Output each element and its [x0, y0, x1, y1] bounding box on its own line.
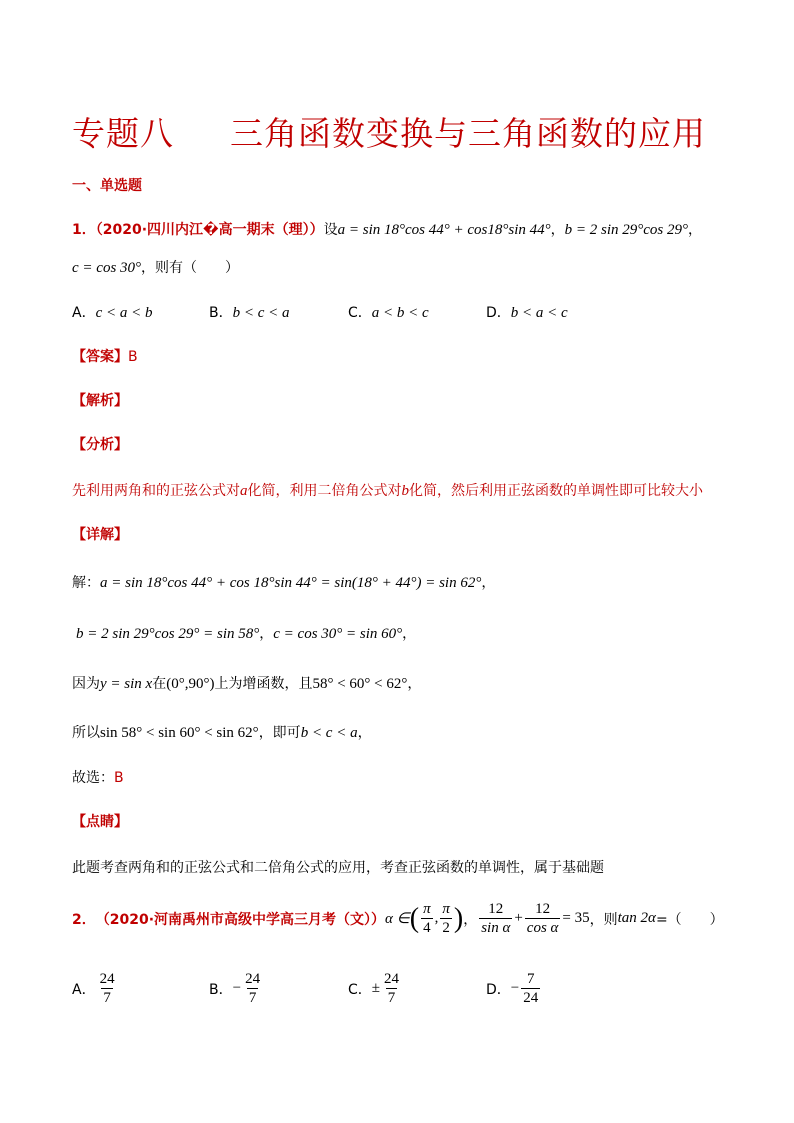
- option-frac: [98, 970, 117, 1007]
- q2-option-d[interactable]: [486, 970, 542, 1007]
- option-frac: [382, 970, 401, 1007]
- option-frac: [243, 970, 262, 1007]
- q2-frac-pi-2: [440, 900, 452, 937]
- option-label: D．: [486, 305, 511, 321]
- q2-alpha-in: α ∈: [385, 911, 410, 927]
- q2-ask: ，则: [589, 911, 618, 928]
- option-frac: [521, 970, 540, 1007]
- q2-ask: =（ ）: [655, 911, 724, 928]
- answer-tag: 【答案】: [72, 349, 128, 365]
- detail-expr: c = cos 30° = sin 60°: [273, 626, 403, 642]
- q1-stem: [72, 219, 702, 239]
- option-label: A．: [72, 305, 96, 321]
- title-topic: 专题八: [72, 114, 174, 153]
- q2-stem: [72, 900, 724, 937]
- answer-value: B: [128, 349, 138, 365]
- option-label: C．: [348, 981, 372, 998]
- q1-number: 1．: [72, 222, 96, 238]
- q2-source: （2020·河南禹州市高级中学高三月考（文））: [95, 911, 386, 928]
- detail-text: 因为: [72, 676, 100, 692]
- frac-num: 7: [527, 971, 535, 987]
- comment-tag: 【点睛】: [72, 814, 128, 830]
- option-text: b < c < a: [232, 305, 290, 321]
- q1-option-c[interactable]: [348, 302, 429, 322]
- q2-option-b[interactable]: [209, 970, 264, 1007]
- q1-option-b[interactable]: [209, 302, 290, 322]
- option-label: D．: [486, 981, 511, 998]
- title-subject: 三角函数变换与三角函数的应用: [230, 114, 706, 153]
- detail-text: 所以: [72, 725, 100, 741]
- option-label: C．: [348, 305, 372, 321]
- option-text: a < b < c: [371, 305, 429, 321]
- frac-num: π: [442, 901, 450, 917]
- detail-line-1: [72, 572, 495, 592]
- q2-plus: +: [514, 910, 523, 926]
- comment-text: 此题考查两角和的正弦公式和二倍角公式的应用，考查正弦函数的单调性，属于基础题: [72, 860, 604, 876]
- q2-paren-open: (: [409, 902, 420, 934]
- detail-text: 解：: [72, 575, 100, 591]
- fenxi-part: 化简，利用二倍角公式对: [247, 483, 402, 499]
- frac-den: 24: [523, 990, 539, 1006]
- option-label: B．: [209, 981, 233, 998]
- detail-text: ，: [481, 575, 496, 591]
- q1-answer: [72, 346, 138, 366]
- fenxi-var: a: [240, 483, 248, 499]
- option-text: b < a < c: [510, 305, 568, 321]
- q1-option-a[interactable]: [72, 302, 152, 322]
- frac-den: sin α: [481, 920, 511, 936]
- q2-paren-close: ): [453, 902, 464, 934]
- detail-expr: (0°,90°): [166, 676, 215, 692]
- q1-expr-a: a = sin 18°cos 44° + cos18°sin 44°: [337, 222, 551, 238]
- choose-text: 故选：: [72, 770, 114, 786]
- frac-den: 7: [248, 990, 257, 1006]
- detail-expr: a = sin 18°cos 44° + cos 18°sin 44° = sin(18° + 44°) = sin 62°: [100, 575, 482, 591]
- detail-text: ，: [407, 676, 422, 692]
- section-heading: 一、单选题: [72, 178, 142, 194]
- frac-num: π: [423, 901, 431, 917]
- frac-den: 7: [387, 990, 396, 1006]
- option-sign: −: [232, 980, 242, 996]
- option-sign: −: [510, 980, 520, 996]
- q1-source: （2020·四川内江�高一期末（理））: [95, 222, 324, 238]
- choose-line: [72, 767, 124, 787]
- q2-number: 2．: [72, 911, 96, 928]
- q2-eq: = 35: [562, 910, 590, 926]
- q1-ask: ，则有（ ）: [141, 260, 240, 276]
- q1-sep: ，: [688, 222, 702, 238]
- q1-stem-line2: [72, 257, 239, 277]
- detail-expr: b = 2 sin 29°cos 29° = sin 58°: [76, 626, 260, 642]
- frac-den: 2: [442, 920, 450, 936]
- detail-tag: 【详解】: [72, 527, 128, 543]
- q1-stem-text: 设: [323, 222, 338, 238]
- frac-den: cos α: [526, 920, 559, 936]
- detail-line-3: [72, 673, 421, 693]
- frac-den: 7: [103, 990, 111, 1006]
- q2-tan: tan 2α: [617, 910, 656, 926]
- frac-num: 24: [99, 971, 115, 987]
- detail-text: 在: [152, 676, 167, 692]
- option-text: c < a < b: [95, 305, 153, 321]
- q1-sep: ，: [550, 222, 565, 238]
- detail-text: ，: [357, 725, 372, 741]
- q2-frac-12-sin: [479, 900, 512, 937]
- q2-option-c[interactable]: [348, 970, 403, 1007]
- q1-expr-c: c = cos 30°: [72, 260, 142, 276]
- fenxi-part: 先利用两角和的正弦公式对: [72, 483, 240, 499]
- q2-comma: ,: [434, 910, 439, 926]
- detail-text: 上为增函数，且: [214, 676, 313, 692]
- detail-expr: sin 58° < sin 60° < sin 62°: [100, 725, 259, 741]
- q1-option-d[interactable]: [486, 302, 568, 322]
- detail-text: ，: [402, 626, 417, 642]
- q2-frac-12-cos: [525, 900, 561, 937]
- detail-text: ，: [259, 626, 274, 642]
- detail-line-4: [72, 722, 372, 742]
- detail-expr: y = sin x: [100, 676, 153, 692]
- fenxi-part: 化简，然后利用正弦函数的单调性即可比较大小: [409, 483, 703, 499]
- frac-num: 12: [535, 901, 551, 917]
- frac-den: 4: [423, 920, 431, 936]
- analysis-tag: 【解析】: [72, 393, 128, 409]
- fenxi-var: b: [401, 483, 409, 499]
- fenxi-text: [72, 480, 703, 500]
- q1-expr-b: b = 2 sin 29°cos 29°: [564, 222, 688, 238]
- option-label: A．: [72, 981, 96, 998]
- option-sign: ±: [371, 980, 381, 996]
- frac-num: 12: [488, 901, 504, 917]
- q2-sep: ，: [463, 911, 478, 928]
- option-label: B．: [209, 305, 233, 321]
- choose-value: B: [114, 770, 124, 786]
- frac-num: 24: [384, 971, 400, 987]
- frac-num: 24: [245, 971, 261, 987]
- fenxi-tag: 【分析】: [72, 437, 128, 453]
- detail-expr: 58° < 60° < 62°: [312, 676, 408, 692]
- detail-text: ，即可: [258, 725, 301, 741]
- page-title: [72, 108, 706, 155]
- detail-line-2: [76, 623, 416, 643]
- q2-frac-pi-4: [421, 900, 433, 937]
- q2-option-a[interactable]: [72, 970, 119, 1007]
- detail-expr: b < c < a: [300, 725, 358, 741]
